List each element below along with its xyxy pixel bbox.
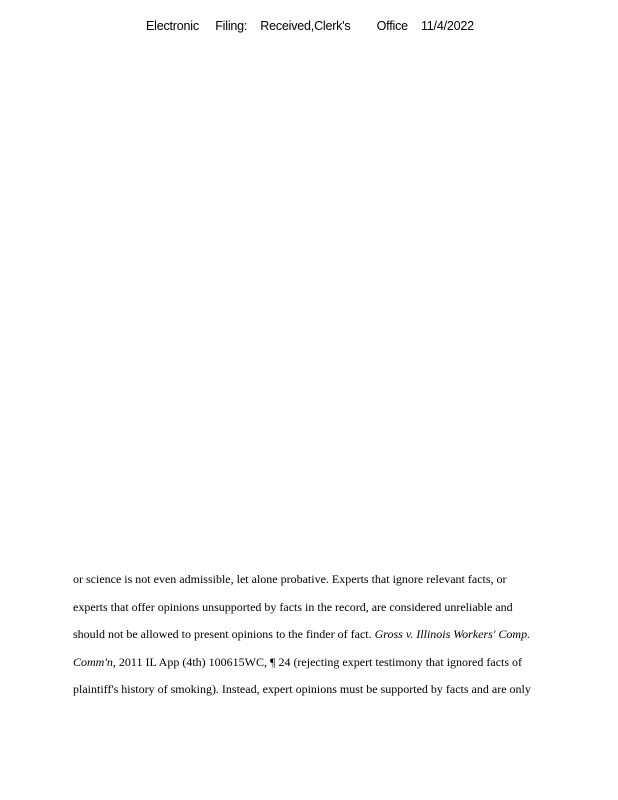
document-body bbox=[73, 569, 593, 707]
case-citation-italic-cont: Comm'n bbox=[73, 654, 113, 669]
case-citation-italic: Gross v. Illinois Workers' Comp. bbox=[374, 627, 531, 641]
filing-stamp: Electronic Filing: Received,Clerk's Office 11/4/2022 bbox=[146, 19, 474, 33]
text-line-4-tail: , 2011 IL App (4th) 100615WC, ¶ 24 (rejecting expert testimony that ignored facts of bbox=[112, 654, 523, 669]
text-line-5-plain: plaintiff's history of smoking). Instead, expert opinions must be supported by facts and are only bbox=[73, 682, 531, 696]
text-line-3 bbox=[73, 624, 593, 652]
text-line-1 bbox=[73, 569, 593, 597]
text-line-2 bbox=[73, 597, 593, 625]
text-line-5 bbox=[73, 679, 593, 707]
text-line-4 bbox=[73, 652, 593, 680]
text-line-3-plain: should not be allowed to present opinions to the finder of fact. bbox=[73, 627, 375, 641]
text-line-2-plain: experts that offer opinions unsupported by facts in the record, are considered unreliable and bbox=[73, 599, 513, 614]
text-line-1-plain: or science is not even admissible, let alone probative. Experts that ignore relevant facts, or bbox=[73, 572, 507, 586]
